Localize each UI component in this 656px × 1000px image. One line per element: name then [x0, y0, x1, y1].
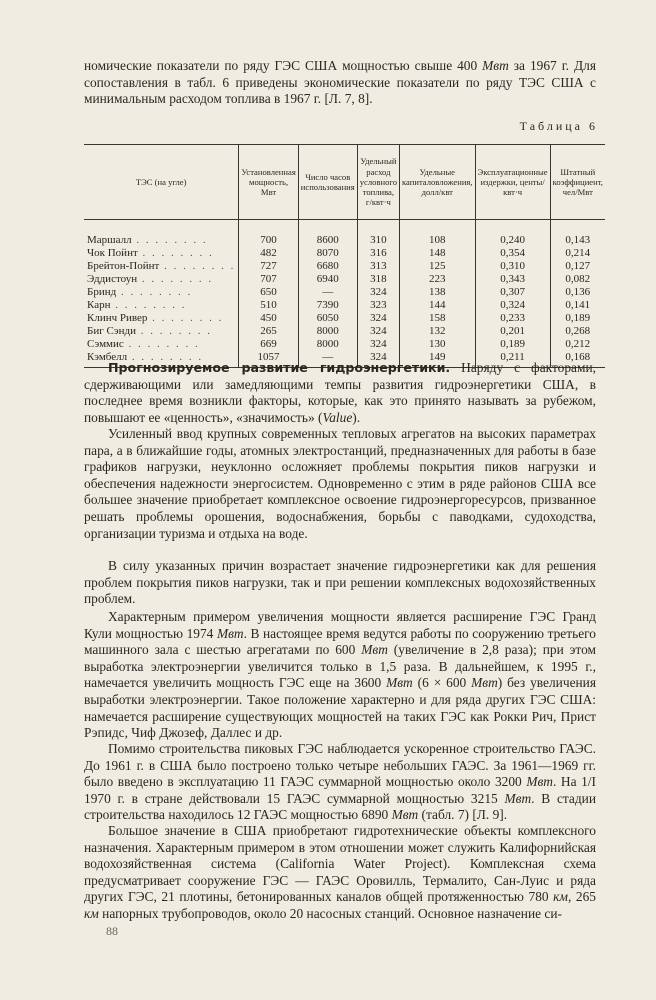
leader-dots: . . . . . . . . [127, 351, 204, 363]
table-cell: 510 [239, 299, 298, 312]
leader-dots: . . . . . . . . [137, 247, 214, 259]
table-row [84, 273, 605, 286]
table-cell: 0,141 [550, 299, 605, 312]
table-cell: 316 [357, 247, 399, 260]
table-cell: 0,310 [475, 260, 550, 273]
table-cell: 6050 [298, 312, 357, 325]
paragraph-thermal-units: Усиленный ввод крупных современных тепловых агрегатов на высоких параметрах пара, а в ближайшие годы, атомных электростанций, предназначенных для работы в базе графиков нагрузки, неуклонно осложняет проблемы покрытия пиков нагрузки и обеспечения надежности энергосистем. Одновременно с этим в ряде районов США все большее значение приобретает комплексное освоение гидроэнергоресурсов, призванное решать проблемы орошения, водоснабжения, борьбы с паводками, судоходства, организации туризма и отдыха на воде. [84, 426, 596, 541]
table-cell: 310 [357, 220, 399, 248]
table-cell: 707 [239, 273, 298, 286]
table-cell: 8000 [298, 338, 357, 351]
table-cell: — [298, 286, 357, 299]
table-cell: 669 [239, 338, 298, 351]
table-cell: 265 [239, 325, 298, 338]
table-cell: 148 [400, 247, 476, 260]
table-row [84, 312, 605, 325]
table-cell: 0,324 [475, 299, 550, 312]
station-name-cell [84, 220, 239, 248]
paragraph-grand-coulee: Характерным примером увеличения мощности является расширение ГЭС Гранд Кули мощностью 1974 Мвт. В настоящее время ведутся работы по сооружению третьего машинного зала с шестью агрегатами по 600 Мвт (увеличение в 2,8 раза); при этом выработка электроэнергии увеличится только в 1,5 раза. В дальнейшем, к 1995 г., намечается увеличить мощность ГЭС еще на 3600 Мвт (6 × 600 Мвт) без увеличения выработки электроэнергии. Такое положение характерно и для ряда других ГЭС США: намечается расширение существующих мощностей на таких ГЭС как Рокки Рич, Прист Рэпидс, Чиф Джозеф, Даллес и др. [84, 609, 597, 741]
table-row [84, 325, 605, 338]
table-cell: 149 [400, 351, 476, 368]
section-heading: Прогнозируемое развитие гидроэнергетики. [108, 360, 451, 375]
table-cell: 108 [400, 220, 476, 248]
station-name-cell [84, 338, 239, 351]
table-cell: 223 [400, 273, 476, 286]
table-cell: 324 [357, 351, 399, 368]
table-cell: 450 [239, 312, 298, 325]
station-name-cell [84, 247, 239, 260]
table-cell: 0,201 [475, 325, 550, 338]
table-cell: 700 [239, 220, 298, 248]
table-cell: 0,127 [550, 260, 605, 273]
table-cell: 0,307 [475, 286, 550, 299]
table-cell: 6680 [298, 260, 357, 273]
intro-paragraph: номические показатели по ряду ГЭС США мощностью свыше 400 Мвт за 1967 г. Для сопоставления в табл. 6 приведены экономические показатели по ряду ТЭС США с минимальным расходом топлива в 1967 г. [Л. 7, 8]. [84, 58, 596, 107]
table-cell: 323 [357, 299, 399, 312]
station-name-cell [84, 299, 239, 312]
leader-dots: . . . . . . . . [136, 325, 213, 337]
table-cell: 0,211 [475, 351, 550, 368]
leader-dots: . . . . . . . . [110, 299, 187, 311]
station-name-cell [84, 260, 239, 273]
table-cell: 324 [357, 286, 399, 299]
page-number: 88 [106, 924, 118, 938]
station-name: Маршалл [87, 234, 132, 246]
table-cell: 650 [239, 286, 298, 299]
table-cell: 324 [357, 325, 399, 338]
table-cell: 727 [239, 260, 298, 273]
station-name: Карн [87, 299, 111, 311]
leader-dots: . . . . . . . . [159, 260, 236, 272]
station-name: Сэммис [87, 338, 124, 350]
table-header-5: Эксплуатационные издержки, центы/квт·ч [475, 145, 550, 220]
station-name-cell [84, 325, 239, 338]
table-header-0: ТЭС (на угле) [84, 145, 239, 220]
table-cell: 0,168 [550, 351, 605, 368]
table-header-1: Установленная мощность, Мвт [239, 145, 298, 220]
paragraph-forecast: Прогнозируемое развитие гидроэнергетики. Наряду с факторами, сдерживающими или замедляющими темпы развития гидроэнергетики США, в последнее время возникли факторы, которые, как это принято называть за рубежом, повышают ее «ценность», «значимость» (Value). [84, 360, 596, 425]
table-cell: 1057 [239, 351, 298, 368]
table-cell: 0,143 [550, 220, 605, 248]
station-name: Биг Сэнди [87, 325, 137, 337]
table-cell: 0,214 [550, 247, 605, 260]
table-cell: 0,233 [475, 312, 550, 325]
station-name-cell [84, 286, 239, 299]
table-cell: — [298, 351, 357, 368]
station-name: Кэмбелл [87, 351, 128, 363]
station-name: Чок Пойнт [87, 247, 138, 259]
paragraph-gaes: Помимо строительства пиковых ГЭС наблюдается ускоренное строительство ГАЭС. До 1961 г. в США было построено только четыре небольших ГАЭС. За 1961—1969 гг. было введено в эксплуатацию 11 ГАЭС суммарной мощностью около 3200 Мвт. На 1/I 1970 г. в стране действовали 15 ГАЭС суммарной мощностью 3215 Мвт. В стадии строительства находилось 12 ГАЭС мощностью 6890 Мвт (табл. 7) [Л. 9]. [84, 741, 596, 823]
table-cell: 144 [400, 299, 476, 312]
leader-dots: . . . . . . . . [137, 273, 214, 285]
table-cell: 8000 [298, 325, 357, 338]
table-cell: 482 [239, 247, 298, 260]
table-row [84, 260, 605, 273]
table-row [84, 299, 605, 312]
table-cell: 158 [400, 312, 476, 325]
table-cell: 0,189 [550, 312, 605, 325]
paragraph-reasons: В силу указанных причин возрастает значение гидроэнергетики как для решения проблем покрытия пиков нагрузки, так и при решении комплексных водохозяйственных проблем. [84, 558, 596, 607]
table-cell: 0,354 [475, 247, 550, 260]
table-header-6: Штатный коэффициент, чел/Мвт [550, 145, 605, 220]
table-cell: 0,343 [475, 273, 550, 286]
table-cell: 8600 [298, 220, 357, 248]
table-cell: 324 [357, 312, 399, 325]
table-header-2: Число часов использования [298, 145, 357, 220]
table-cell: 7390 [298, 299, 357, 312]
table-cell: 324 [357, 338, 399, 351]
table-cell: 0,189 [475, 338, 550, 351]
table-header-4: Удельные капиталовложения, долл/квт [400, 145, 476, 220]
table-cell: 8070 [298, 247, 357, 260]
paragraph-california: Большое значение в США приобретают гидротехнические объекты комплексного назначения. Характерным примером в этом отношении может служить Калифорнийская водохозяйственная система (California Water Project). Комплексная схема предусматривает сооружение ГЭС — ГАЭС Оровилль, Термалито, Сан-Луис и ряда других ГЭС, 21 плотины, бетонированных каналов общей протяженностью 780 км, 265 км напорных трубопроводов, около 20 насосных станций. Основное назначение си- [84, 823, 596, 921]
table-row [84, 286, 605, 299]
station-name-cell [84, 273, 239, 286]
station-name-cell [84, 312, 239, 325]
table-cell: 0,240 [475, 220, 550, 248]
table-cell: 0,268 [550, 325, 605, 338]
table-cell: 318 [357, 273, 399, 286]
table-cell: 313 [357, 260, 399, 273]
station-name: Бринд [87, 286, 117, 298]
table-row [84, 247, 605, 260]
leader-dots: . . . . . . . . [123, 338, 200, 350]
leader-dots: . . . . . . . . [147, 312, 224, 324]
leader-dots: . . . . . . . . [116, 286, 193, 298]
table-cell: 0,082 [550, 273, 605, 286]
table-cell: 0,212 [550, 338, 605, 351]
table-6 [84, 144, 603, 368]
table-caption: Таблица 6 [519, 119, 598, 133]
table-cell: 138 [400, 286, 476, 299]
leader-dots: . . . . . . . . [131, 234, 208, 246]
station-name: Брейтон-Пойнт [87, 260, 160, 272]
table-cell: 0,136 [550, 286, 605, 299]
station-name: Эддистоун [87, 273, 138, 285]
table-row [84, 220, 605, 248]
table-cell: 130 [400, 338, 476, 351]
table-cell: 132 [400, 325, 476, 338]
table-header-3: Удельный расход условного топлива, г/квт·ч [357, 145, 399, 220]
table-cell: 125 [400, 260, 476, 273]
table-row [84, 338, 605, 351]
table-cell: 6940 [298, 273, 357, 286]
station-name: Клинч Ривер [87, 312, 148, 324]
